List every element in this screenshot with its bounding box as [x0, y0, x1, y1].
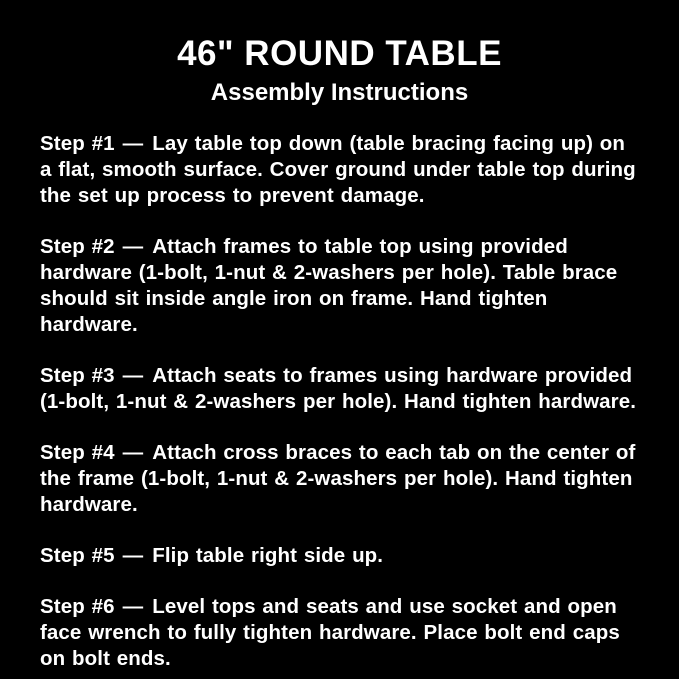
step-6-dash: —: [122, 595, 144, 618]
step-5-dash: —: [122, 544, 144, 567]
step-1-label: Step #1: [40, 132, 115, 155]
page-title: 46" ROUND TABLE: [177, 34, 502, 73]
step-6-text: Level tops and seats and use socket and open face wrench to fully tighten hardware. Place bolt end caps on bolt ends.: [40, 595, 620, 670]
step-1-dash: —: [122, 132, 144, 155]
step-5-label: Step #5: [40, 544, 115, 567]
step-2-text: Attach frames to table top using provided hardware (1-bolt, 1-nut & 2-washers per hole). Table brace should sit inside angle iron on frame. Hand tighten hardware.: [40, 235, 618, 336]
step-3-text: Attach seats to frames using hardware provided (1-bolt, 1-nut & 2-washers per hole). Hand tighten hardware.: [40, 364, 637, 413]
step-1-text: Lay table top down (table bracing facing up) on a flat, smooth surface. Cover ground under table top during the set up process to prevent damage.: [40, 132, 636, 207]
step-4: [40, 440, 641, 518]
step-2-dash: —: [122, 235, 144, 258]
step-5: [40, 543, 641, 569]
step-6: [40, 594, 641, 672]
step-3-dash: —: [122, 364, 144, 387]
step-3: [40, 363, 641, 415]
page-subtitle: Assembly Instructions: [210, 79, 469, 106]
step-1: [40, 131, 641, 209]
step-6-label: Step #6: [40, 595, 115, 618]
step-2: [40, 234, 641, 338]
step-4-text: Attach cross braces to each tab on the center of the frame (1-bolt, 1-nut & 2-washers per hole). Hand tighten hardware.: [40, 441, 636, 516]
step-3-label: Step #3: [40, 364, 115, 387]
step-5-text: Flip table right side up.: [152, 544, 384, 567]
step-4-label: Step #4: [40, 441, 115, 464]
step-4-dash: —: [122, 441, 144, 464]
steps-list: [0, 105, 679, 672]
step-2-label: Step #2: [40, 235, 115, 258]
header: [0, 0, 679, 105]
